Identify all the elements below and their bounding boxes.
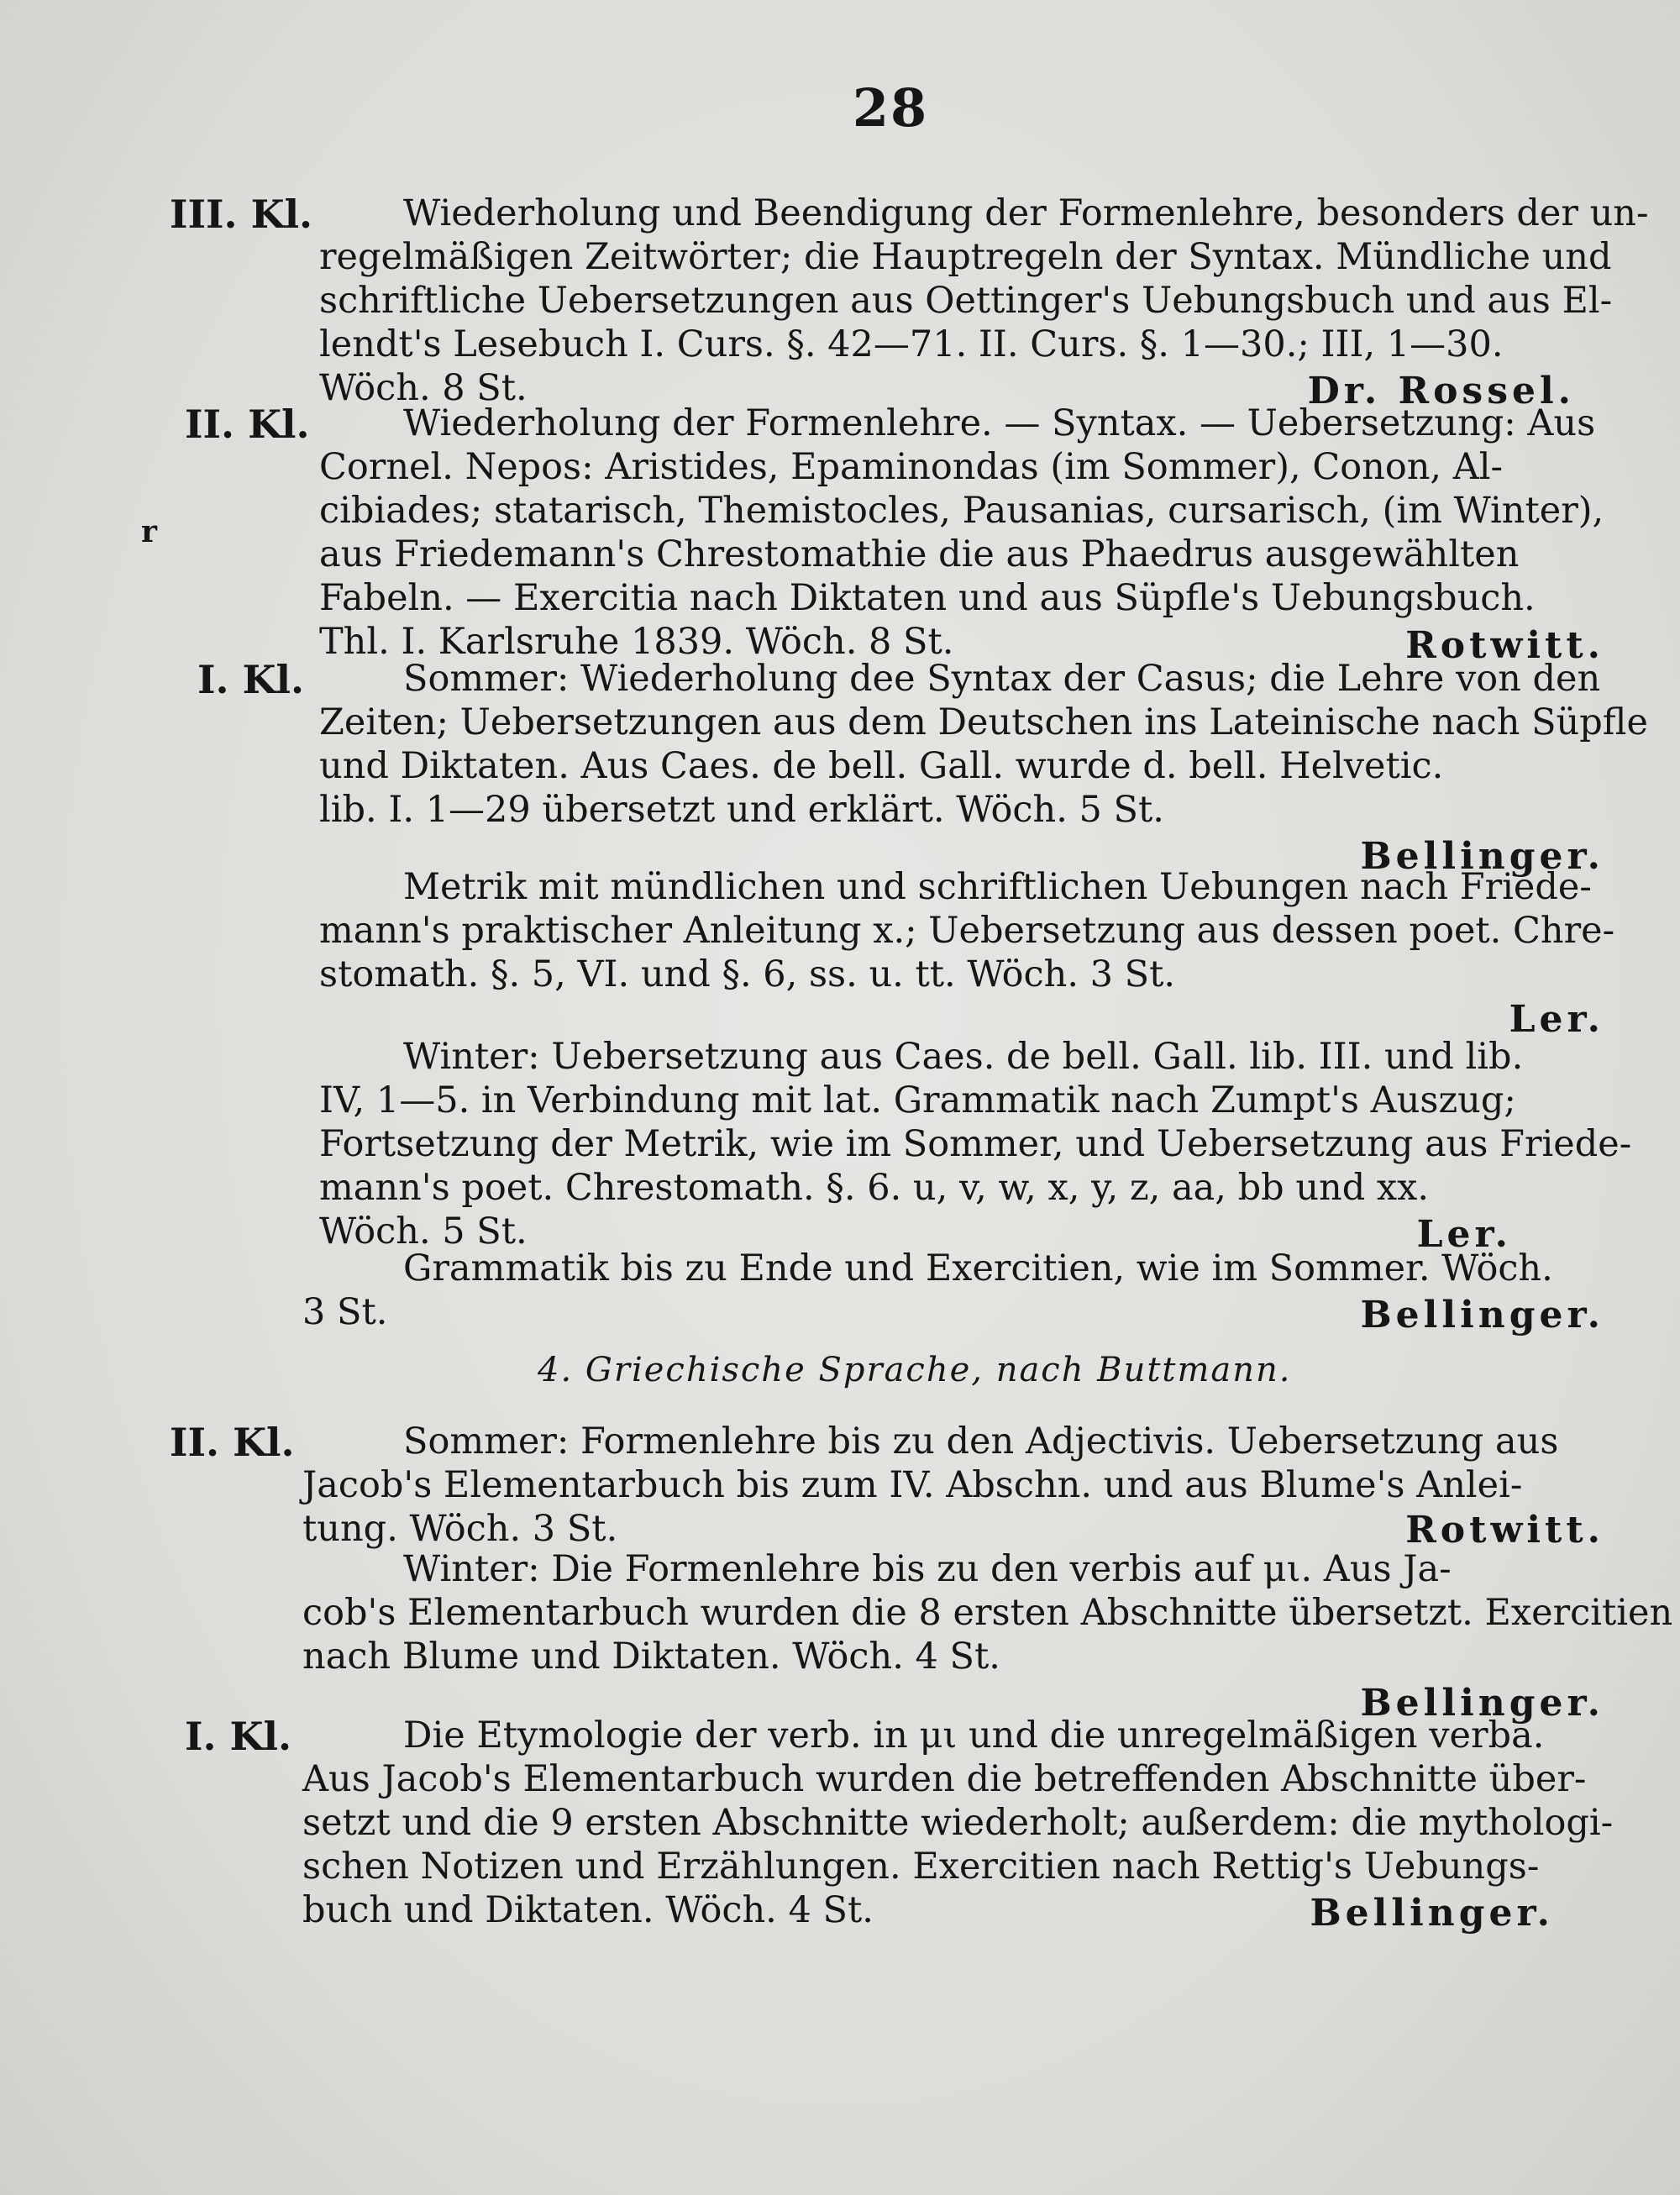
text-line: Wiederholung der Formenlehre. — Syntax. — Uebersetzung: Aus [403, 402, 1596, 444]
text-line: mann's poet. Chrestomath. §. 6. u, v, w, x, y, z, aa, bb und xx. [319, 1167, 1430, 1209]
text-line: setzt und die 9 ersten Abschnitte wiederholt; außerdem: die mythologi- [302, 1802, 1614, 1844]
text-line: Cornel. Nepos: Aristides, Epaminondas (im Sommer), Conon, Al- [319, 446, 1504, 488]
text-line: Wöch. 5 St. [319, 1210, 528, 1252]
text-line: Wöch. 8 St. [319, 367, 528, 409]
text-line: aus Friedemann's Chrestomathie die aus Phaedrus ausgewählten [319, 533, 1520, 575]
text-line: schen Notizen und Erzählungen. Exercitien nach Rettig's Uebungs- [302, 1846, 1540, 1888]
text-line: Sommer: Wiederholung dee Syntax der Casus; die Lehre von den [403, 658, 1601, 700]
section-iii-kl [160, 192, 1649, 412]
text-line: Metrik mit mündlichen und schriftlichen Uebungen nach Friede- [403, 866, 1592, 908]
text-line: stomath. §. 5, VI. und §. 6, ss. u. tt. Wöch. 3 St. [319, 953, 1176, 995]
class-label: II. Kl. [170, 1420, 295, 1465]
text-line: Sommer: Formenlehre bis zu den Adjectivis. Uebersetzung aus [403, 1420, 1559, 1462]
section-i-kl-sommer [160, 657, 1648, 878]
text-line: Grammatik bis zu Ende und Exercitien, wie im Sommer. Wöch. [403, 1247, 1553, 1289]
text-line: Aus Jacob's Elementarbuch wurden die betreffenden Abschnitte über- [302, 1758, 1587, 1800]
text-line: cibiades; statarisch, Themistocles, Pausanias, cursarisch, (im Winter), [319, 490, 1604, 532]
teacher-name: Bellinger. [1310, 1892, 1554, 1935]
teacher-name: Ler. [1416, 1213, 1512, 1256]
teacher-name: Ler. [1509, 998, 1604, 1041]
class-label: I. Kl. [185, 1714, 292, 1759]
teacher-name: Rotwitt. [1405, 624, 1604, 667]
section-greek-i-kl [160, 1714, 1614, 1957]
text-line: cob's Elementarbuch wurden die 8 ersten Abschnitte übersetzt. Exercitien [302, 1592, 1673, 1634]
text-line: regelmäßigen Zeitwörter; die Hauptregeln der Syntax. Mündliche und [319, 236, 1612, 278]
section-i-kl-winter [160, 1035, 1632, 1262]
text-line: mann's praktischer Anleitung x.; Uebersetzung aus dessen poet. Chre- [319, 910, 1615, 952]
class-label: II. Kl. [185, 402, 310, 447]
text-line: IV, 1—5. in Verbindung mit lat. Grammatik nach Zumpt's Auszug; [319, 1079, 1516, 1121]
teacher-name: Bellinger. [1360, 835, 1604, 878]
section-metrik [160, 865, 1615, 1050]
class-label: III. Kl. [170, 192, 313, 237]
text-line: Winter: Uebersetzung aus Caes. de bell. Gall. lib. III. und lib. [403, 1036, 1524, 1078]
text-line: schriftliche Uebersetzungen aus Oettinger's Uebungsbuch und aus El- [319, 280, 1613, 322]
text-line: tung. Wöch. 3 St. [302, 1508, 618, 1550]
text-line: nach Blume und Diktaten. Wöch. 4 St. [302, 1636, 1000, 1678]
teacher-name: Rotwitt. [1405, 1509, 1604, 1552]
class-label: I. Kl. [197, 657, 305, 702]
section-heading-greek: 4. Griechische Sprache, nach Buttmann. [538, 1351, 1292, 1389]
text-line: Die Etymologie der verb. in μι und die unregelmäßigen verba. [403, 1715, 1545, 1757]
text-line: Jacob's Elementarbuch bis zum IV. Abschn. und aus Blume's Anlei- [302, 1464, 1523, 1506]
section-greek-ii-kl [160, 1420, 1604, 1562]
text-line: buch und Diktaten. Wöch. 4 St. [302, 1889, 874, 1931]
text-line: 3 St. [302, 1291, 388, 1333]
text-line: Zeiten; Uebersetzungen aus dem Deutschen ins Lateinische nach Süpfle [319, 701, 1648, 743]
text-line: Thl. I. Karlsruhe 1839. Wöch. 8 St. [319, 621, 954, 663]
stray-mark: r [141, 514, 157, 549]
page-number: 28 [852, 77, 929, 139]
teacher-name: Bellinger. [1360, 1294, 1604, 1336]
text-line: Fabeln. — Exercitia nach Diktaten und aus Süpfle's Uebungsbuch. [319, 577, 1536, 619]
text-line: lendt's Lesebuch I. Curs. §. 42—71. II. Curs. §. 1—30.; III, 1—30. [319, 323, 1504, 365]
section-ii-kl [160, 402, 1604, 670]
teacher-name: Dr. Rossel. [1307, 370, 1575, 412]
text-line: lib. I. 1—29 übersetzt und erklärt. Wöch. 5 St. [319, 789, 1164, 831]
section-grammatik [160, 1247, 1604, 1347]
text-line: Fortsetzung der Metrik, wie im Sommer, und Uebersetzung aus Friede- [319, 1123, 1632, 1165]
text-line: Wiederholung und Beendigung der Formenlehre, besonders der un- [403, 192, 1649, 234]
teacher-name: Bellinger. [1360, 1682, 1604, 1725]
text-line: Winter: Die Formenlehre bis zu den verbis auf μι. Aus Ja- [403, 1548, 1452, 1590]
section-greek-winter [160, 1547, 1673, 1732]
text-line: und Diktaten. Aus Caes. de bell. Gall. wurde d. bell. Helvetic. [319, 745, 1444, 787]
